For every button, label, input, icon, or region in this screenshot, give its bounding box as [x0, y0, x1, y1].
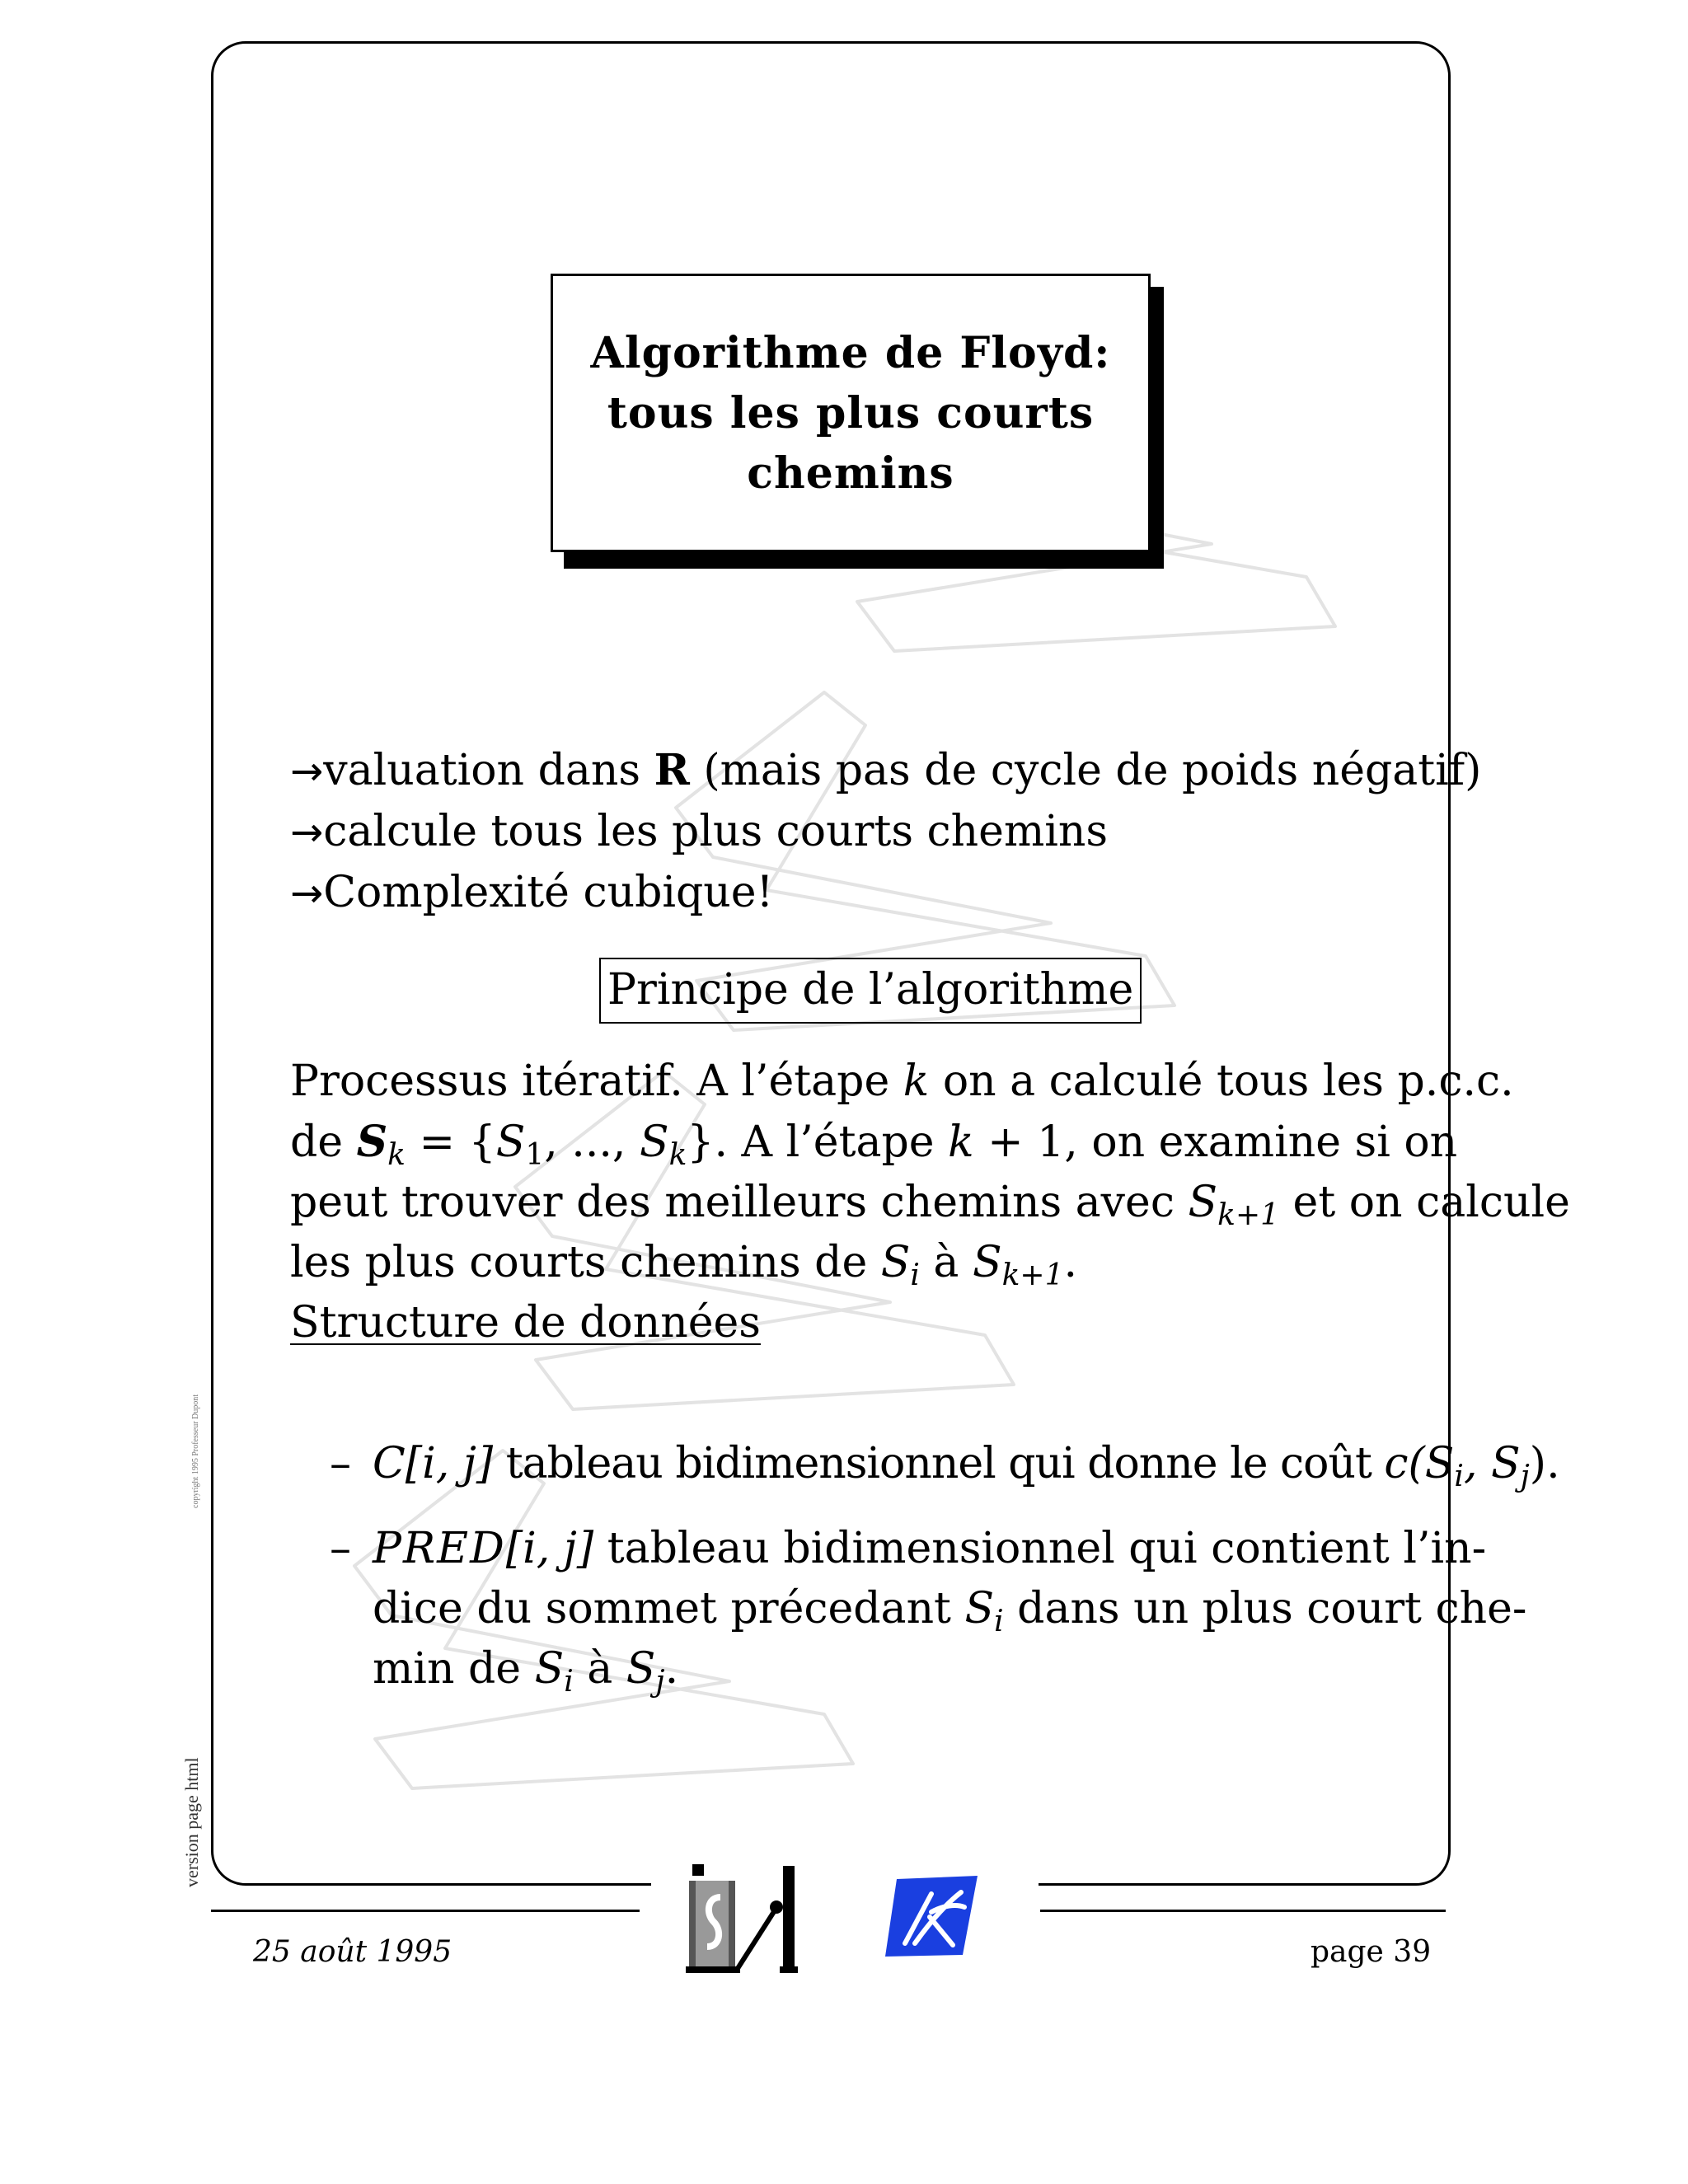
item-cost-matrix: – C[i, j] tableau bidimensionnel qui donne le coût $c(S_i$, $S_j$).: [330, 1434, 1451, 1494]
item-pred-matrix: – PRED[i, j] tableau bidimensionnel qui contient l’in- dice du sommet précedant $S_i$ dans un plus court che- min de $S_i$ à $S_j$.: [330, 1519, 1395, 1699]
bullet-valuation: →valuation dans R (mais pas de cycle de poids négatif): [290, 745, 1482, 795]
dash-marker: –: [330, 1524, 351, 1573]
isa-logo: [684, 1861, 816, 1976]
footer-rule-right: [1040, 1910, 1446, 1912]
data-structure-list: [330, 1434, 1560, 1724]
title-line-3: chemins: [747, 448, 954, 499]
title-line-1: Algorithme de Floyd:: [590, 327, 1111, 378]
principle-label: Principe de l’algorithme: [599, 958, 1142, 1024]
bullet-list: [290, 740, 1482, 924]
para-line-4: les plus courts chemins de $S_i$ à $S_{k+1}$.: [290, 1238, 1078, 1292]
process-paragraph: [290, 1052, 1570, 1353]
para-line-2: de $S_k = \{S_1$, ..., $S_k$}. A l’étape k + 1, on examine si on: [290, 1117, 1458, 1172]
dash-marker: –: [330, 1439, 351, 1488]
footer-date: 25 août 1995: [253, 1935, 452, 1969]
bullet-complexity: →Complexité cubique!: [290, 868, 774, 917]
arrow-icon: →: [290, 748, 324, 794]
reals-symbol: R: [654, 745, 690, 795]
section-heading-data-structure: Structure de données: [290, 1298, 761, 1347]
side-copyright: copyright 1995 Professeur Dupont: [191, 1394, 200, 1508]
para-line-3: peut trouver des meilleurs chemins avec $S_{k+1}$ et on calcule: [290, 1178, 1570, 1232]
footer-rule-left: [211, 1910, 640, 1912]
side-version-link[interactable]: version page html: [181, 1757, 202, 1887]
title-line-2: tous les plus courts: [607, 387, 1095, 438]
page-number: page 39: [1311, 1935, 1432, 1969]
arrow-icon: →: [290, 809, 324, 855]
bullet-all-paths: →calcule tous les plus courts chemins: [290, 807, 1109, 856]
arrow-icon: →: [290, 870, 324, 916]
title-box: [551, 274, 1151, 552]
para-line-1: Processus itératif. A l’étape k on a calculé tous les p.c.c.: [290, 1057, 1514, 1106]
inria-logo: [882, 1871, 981, 1961]
